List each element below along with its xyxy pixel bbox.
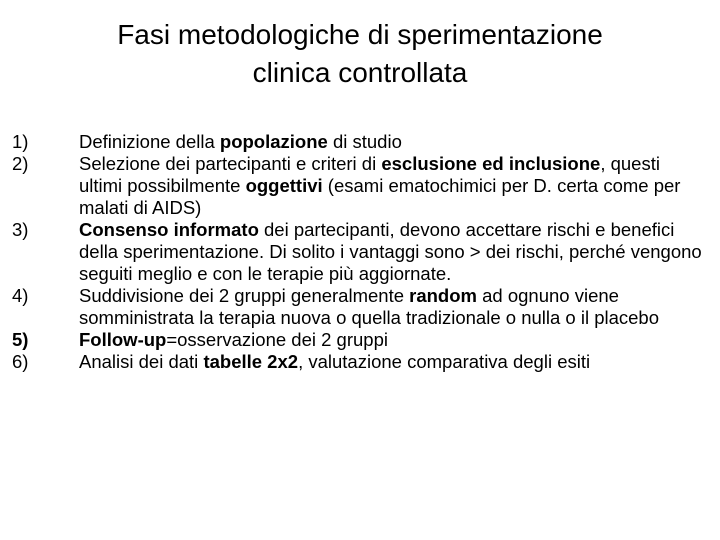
slide-title (0, 16, 720, 92)
text-segment: (esami ematochimici per D. certa come per malati di AIDS) (79, 175, 681, 218)
list-item-1 (0, 131, 720, 153)
list-item-6 (0, 351, 720, 373)
list-item-text (79, 285, 702, 329)
list-item-text (79, 153, 702, 219)
list-item-text (79, 219, 702, 285)
numbered-list (0, 131, 720, 373)
bold-text-segment: popolazione (219, 131, 328, 152)
text-segment: Selezione dei partecipanti e criteri di (79, 153, 382, 174)
list-item-3 (0, 219, 720, 285)
text-segment: , valutazione comparativa degli esiti (298, 351, 591, 372)
text-segment: ad ognuno viene somministrata la terapia nuova o quella tradizionale o nulla o il placebo (79, 285, 660, 328)
bold-text-segment: tabelle 2x2 (203, 351, 299, 372)
list-item-text (79, 351, 702, 373)
bold-text-segment: oggettivi (245, 175, 323, 196)
text-segment: dei partecipanti, devono accettare rischi e benefici della sperimentazione. Di solito i vantaggi sono > dei rischi, perché vengono seguiti meglio e con le terapie più aggiornate. (79, 219, 702, 284)
text-segment: Definizione della (79, 131, 220, 152)
list-number: 3) (12, 219, 29, 240)
text-segment: , questi ultimi possibilmente (79, 153, 660, 196)
list-number: 1) (12, 131, 29, 152)
bold-text-segment: esclusione ed inclusione (381, 153, 601, 174)
list-item-text (79, 131, 702, 153)
list-number: 6) (12, 351, 29, 372)
text-segment: Suddivisione dei 2 gruppi generalmente (79, 285, 410, 306)
bold-text-segment: Consenso informato (79, 219, 259, 240)
list-number: 2) (12, 153, 29, 174)
text-segment: di studio (327, 131, 402, 152)
text-segment: =osservazione dei 2 gruppi (166, 329, 388, 350)
slide-title-line-2: clinica controllata (252, 57, 468, 88)
list-number: 4) (12, 285, 29, 306)
list-item-4 (0, 285, 720, 329)
list-item-5 (0, 329, 720, 351)
list-number: 5) (12, 329, 29, 350)
bold-text-segment: Follow-up (79, 329, 167, 350)
text-segment: Analisi dei dati (79, 351, 204, 372)
list-item-text (79, 329, 702, 351)
bold-text-segment: random (409, 285, 477, 306)
slide-title-line-1: Fasi metodologiche di sperimentazione (117, 19, 603, 50)
list-item-2 (0, 153, 720, 219)
